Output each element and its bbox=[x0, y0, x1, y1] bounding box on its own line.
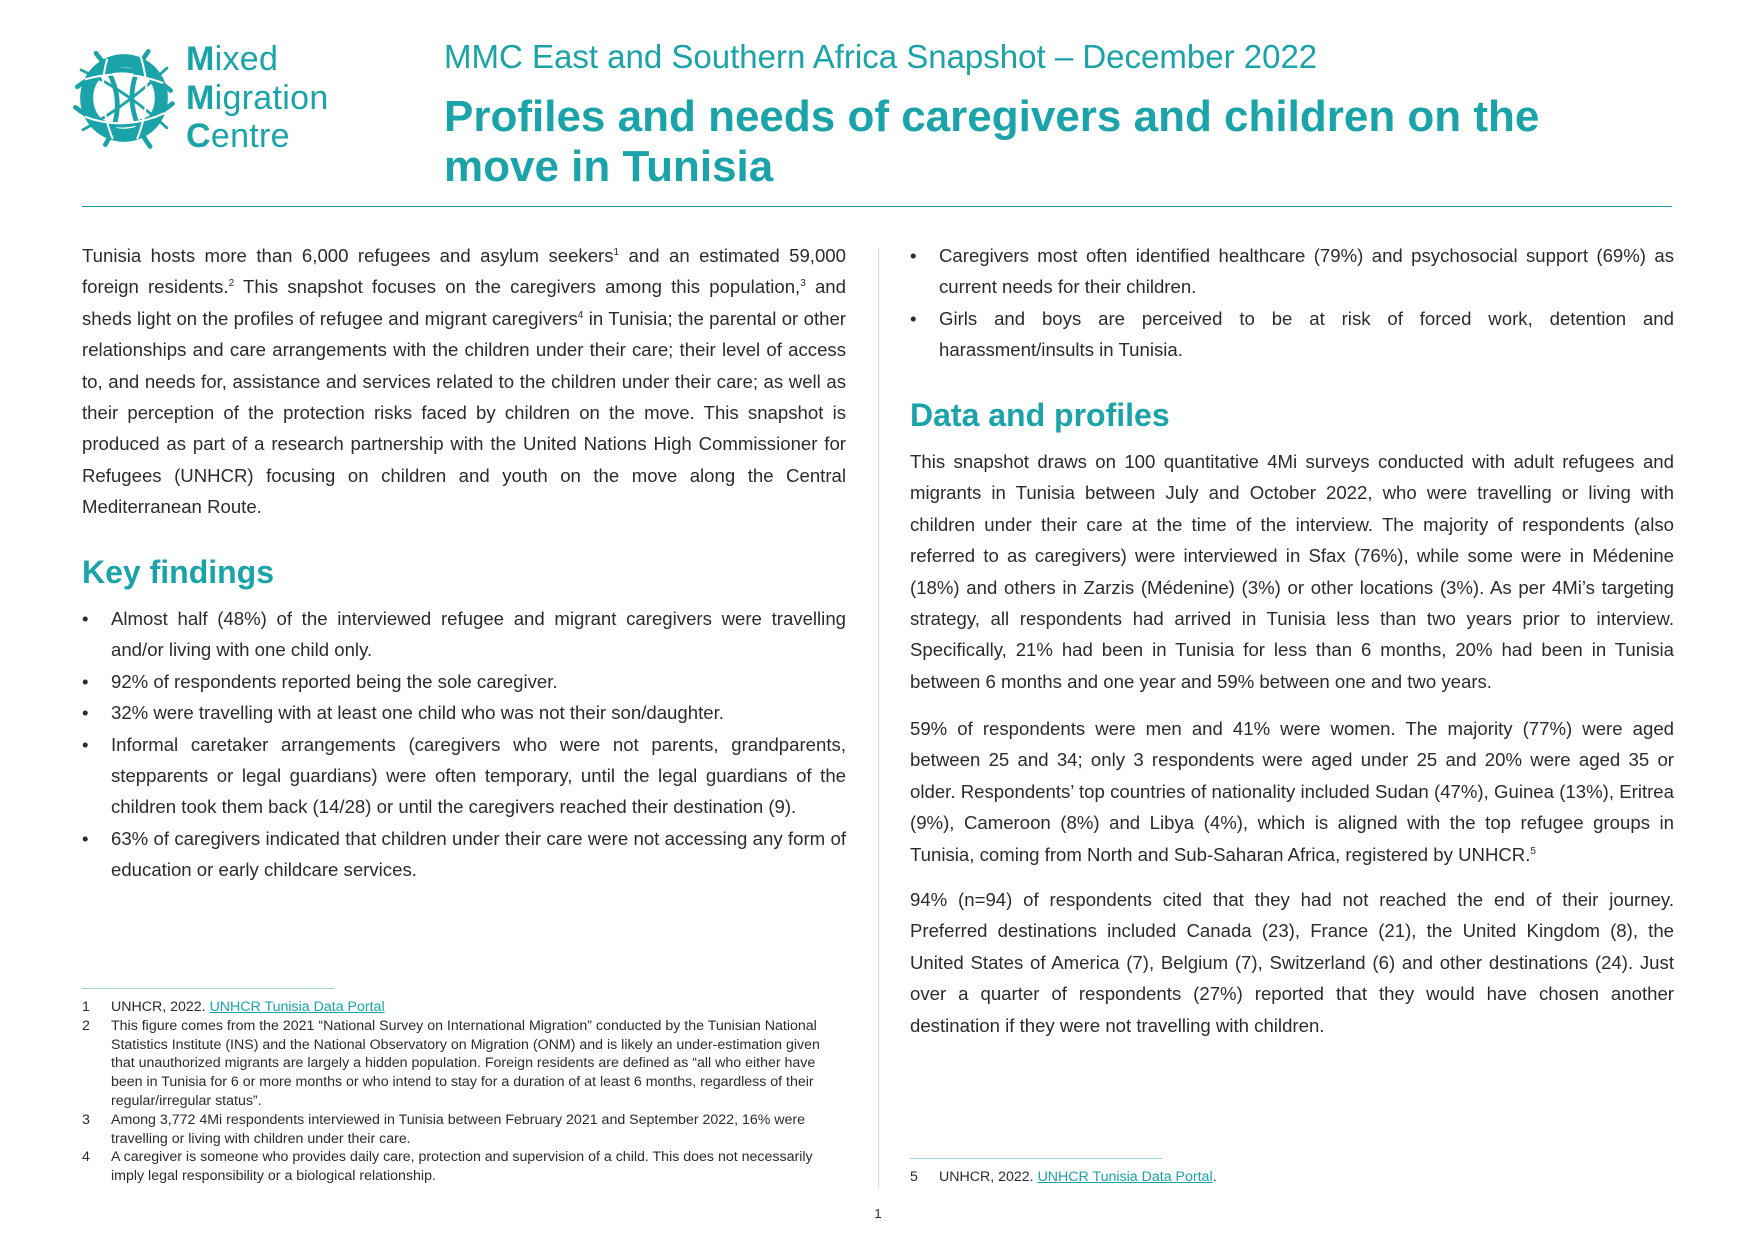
page-title: Profiles and needs of caregivers and children on the move in Tunisia bbox=[444, 92, 1540, 191]
key-findings-list-continued bbox=[910, 240, 1674, 366]
data-profiles-paragraph-2: 59% of respondents were men and 41% were women. The majority (77%) were aged between 25 and 34; only 3 respondents were aged under 25 and 20% were aged 35 or older. Respondents’ top countries of nationality included Sudan (47%), Guinea (13%), Eritrea (9%), Cameroon (8%) and Libya (4%), which is aligned with the top refugee groups in Tunisia, coming from North and Sub-Saharan Africa, registered by UNHCR.$^5$ bbox=[910, 718, 1674, 865]
footnote-ref-2[interactable]: 2 bbox=[228, 278, 235, 290]
logo-wordmark: Mixed Migration Centre bbox=[186, 40, 329, 155]
list-item: • Almost half (48%) of the interviewed refugee and migrant caregivers were travelling and/or living with one child only. bbox=[82, 603, 846, 666]
list-item: • Informal caretaker arrangements (caregivers who were not parents, grandparents, stepparents or legal guardians) were often temporary, until the legal guardians of the children took them back (14/28) or until the caregivers reached their destination (9). bbox=[82, 729, 846, 823]
unhcr-data-portal-link[interactable]: UNHCR Tunisia Data Portal bbox=[209, 999, 385, 1015]
data-profiles-heading: Data and profiles bbox=[910, 397, 1170, 433]
data-profiles-paragraph-1: This snapshot draws on 100 quantitative 4Mi surveys conducted with adult refugees and migrants in Tunisia between July and October 2022, who were travelling or living with children under their care at the time of the interview. The majority of respondents (also referred to as caregivers) were interviewed in Sfax (76%), while some were in Médenine (18%) and others in Zarzis (Médenine) (3%) or other locations (3%). As per 4Mi’s targeting strategy, all respondents had arrived in Tunisia less than two years prior to interview. Specifically, 21% had been in Tunisia for less than 6 months, 20% had been in Tunisia between 6 months and one year and 59% between one and two years. bbox=[910, 451, 1674, 692]
footnote-ref-1[interactable]: 1 bbox=[613, 246, 620, 258]
list-item: • 92% of respondents reported being the sole caregiver. bbox=[82, 666, 846, 697]
mmc-logo-icon bbox=[68, 42, 180, 154]
footnote-ref-4[interactable]: 4 bbox=[577, 309, 584, 321]
column-divider bbox=[878, 248, 879, 1188]
page-number: 1 bbox=[874, 1206, 882, 1221]
key-findings-heading: Key findings bbox=[82, 554, 275, 590]
header-divider bbox=[82, 206, 1672, 207]
data-profiles-paragraph-3: 94% (n=94) of respondents cited that they had not reached the end of their journey. Preferred destinations included Canada (23), France (21), the United Kingdom (8), the United States of America (7), Belgium (7), Switzerland (6) and other destinations (24). Just over a quarter of respondents (27%) reported that they would have chosen another destination if they were not travelling with children. bbox=[910, 889, 1674, 1036]
key-findings-list bbox=[82, 603, 846, 886]
footnotes bbox=[82, 998, 846, 1186]
list-item: • 63% of caregivers indicated that children under their care were not accessing any form of education or early childcare services. bbox=[82, 823, 846, 886]
footnote-divider bbox=[82, 988, 334, 989]
footnote-ref-3[interactable]: 3 bbox=[800, 278, 806, 290]
intro-paragraph: Tunisia hosts more than 6,000 refugees and asylum seekers$^1$ and an estimated 59,000 foreign residents.$^2$ This snapshot focuses on the caregivers among this population,$^3$ and sheds light on the profiles of refugee and migrant caregivers$^4$ in Tunisia; the parental or other relationships and care arrangements with the children under their care; their level of access to, and needs for, assistance and services related to the children under their care; as well as their perception of the protection risks faced by children on the move. This snapshot is produced as part of a research partnership with the United Nations High Commissioner for Refugees (UNHCR) focusing on children and youth on the move along the Central Mediterranean Route. bbox=[82, 245, 846, 518]
footnote-ref-5[interactable]: 5 bbox=[1530, 845, 1536, 857]
footnote-divider bbox=[910, 1158, 1162, 1159]
footnote-5: 5 UNHCR, 2022. UNHCR Tunisia Data Portal. bbox=[910, 1169, 1217, 1185]
footnote-3: 3 Among 3,772 4Mi respondents interviewed in Tunisia between February 2021 and September 2022, 16% were travelling or living with children under their care. bbox=[82, 1111, 806, 1147]
list-item: • 32% were travelling with at least one child who was not their son/daughter. bbox=[82, 697, 846, 728]
footnote-1: 1 UNHCR, 2022. UNHCR Tunisia Data Portal bbox=[82, 999, 385, 1015]
series-title: MMC East and Southern Africa Snapshot – December 2022 bbox=[444, 38, 1318, 75]
unhcr-data-portal-link[interactable]: UNHCR Tunisia Data Portal bbox=[1037, 1169, 1213, 1185]
footnotes-right bbox=[910, 1168, 1674, 1187]
list-item: • Caregivers most often identified healthcare (79%) and psychosocial support (69%) as current needs for their children. bbox=[910, 240, 1674, 303]
footnote-2: 2 This figure comes from the 2021 “National Survey on International Migration” conducted by the Tunisian National Statistics Institute (INS) and the National Observatory on Migration (ONM) and is likely an under-estimation given that unauthorized migrants are largely a hidden population. Foreign residents are defined as “all who either have been in Tunisia for 6 or more months or who intend to stay for a duration of at least 6 months, regardless of their regular/irregular status”. bbox=[82, 1017, 820, 1109]
footnote-4: 4 A caregiver is someone who provides daily care, protection and supervision of a child. This does not necessarily imply legal responsibility or a biological relationship. bbox=[82, 1149, 813, 1185]
list-item: • Girls and boys are perceived to be at risk of forced work, detention and harassment/insults in Tunisia. bbox=[910, 303, 1674, 366]
